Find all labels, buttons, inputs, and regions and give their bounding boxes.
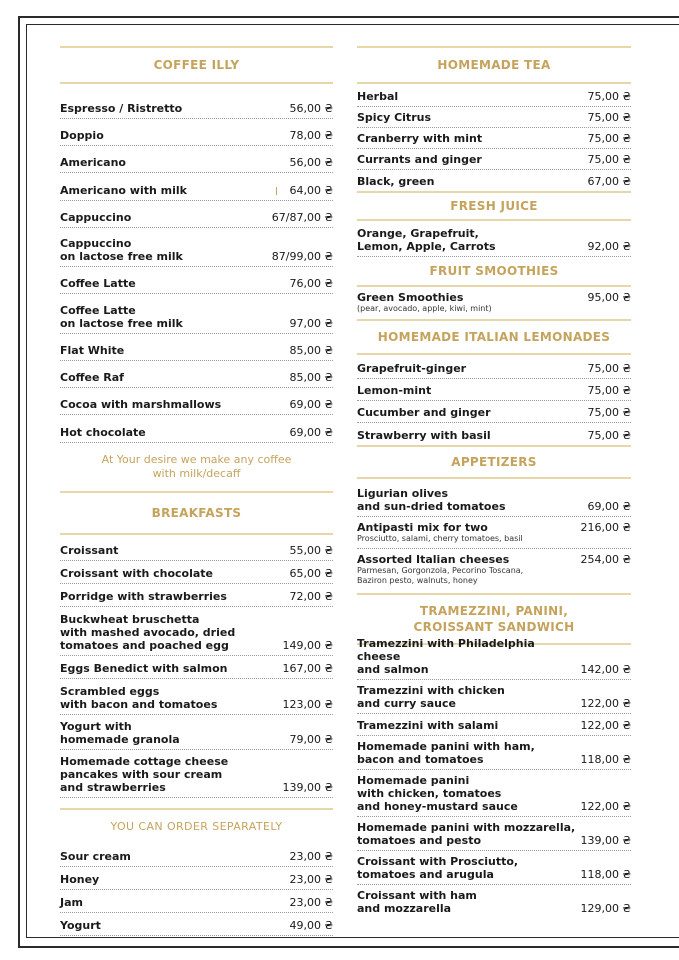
item-name: Lemon-mint: [357, 384, 432, 397]
item-price: 75,00 ₴: [587, 153, 631, 166]
sandwiches-menu-list: [357, 637, 631, 918]
item-name: Croissant with Prosciutto,: [357, 855, 519, 868]
item-name-line2: tomatoes and pesto: [357, 834, 482, 847]
coffee-note-line1: At Your desire we make any coffee: [101, 453, 292, 466]
menu-item: [60, 867, 333, 890]
item-name: Cappuccino: [60, 211, 132, 224]
item-price: 122,00 ₴: [580, 800, 631, 813]
coffee-menu-list: [60, 92, 333, 443]
item-price: 254,00 ₴: [580, 553, 631, 566]
item-name: Hot chocolate: [60, 426, 146, 439]
coffee-note-line2: with milk/decaff: [152, 467, 241, 480]
item-name: Green Smoothies: [357, 291, 464, 304]
item-price: 75,00 ₴: [587, 111, 631, 124]
item-name: Croissant: [60, 544, 119, 557]
item-name: Orange, Grapefruit,: [357, 227, 479, 240]
menu-item: [357, 517, 631, 549]
item-name: Honey: [60, 873, 100, 886]
item-name-line3: and strawberries: [60, 781, 166, 794]
item-name-line2: Lemon, Apple, Carrots: [357, 240, 496, 253]
item-price: 75,00 ₴: [587, 362, 631, 375]
item-price: 123,00 ₴: [282, 698, 333, 711]
menu-item: [60, 294, 333, 334]
item-name-line2: homemade granola: [60, 733, 180, 746]
item-name-line3: tomatoes and poached egg: [60, 639, 229, 652]
menu-item: [60, 92, 333, 119]
item-name: Coffee Latte: [60, 277, 136, 290]
menu-item: [357, 770, 631, 817]
smoothies-section-title: FRUIT SMOOTHIES: [357, 257, 631, 287]
menu-item: [357, 84, 631, 107]
menu-item: [60, 537, 333, 561]
menu-item: [60, 415, 333, 443]
menu-item: [357, 221, 631, 257]
menu-item: [60, 201, 333, 228]
menu-item: [357, 170, 631, 191]
item-name: Croissant with chocolate: [60, 567, 214, 580]
item-name: Croissant with ham: [357, 889, 477, 902]
appetizers-section-title: APPETIZERS: [357, 445, 631, 479]
item-price: 142,00 ₴: [580, 663, 631, 676]
menu-item: [357, 637, 631, 680]
menu-left-column: [60, 46, 333, 936]
separately-menu-list: [60, 844, 333, 936]
item-price: 149,00 ₴: [282, 639, 333, 652]
item-name: Coffee Raf: [60, 371, 124, 384]
item-price: 23,00 ₴: [289, 896, 333, 909]
item-price: 64,00 ₴: [289, 184, 333, 197]
item-price: 23,00 ₴: [289, 873, 333, 886]
menu-item: [60, 267, 333, 294]
item-price: 75,00 ₴: [587, 429, 631, 442]
item-name: Eggs Benedict with salmon: [60, 662, 228, 675]
separately-section-title: YOU CAN ORDER SEPARATELY: [60, 808, 333, 844]
item-price: 167,00 ₴: [282, 662, 333, 675]
item-price: 75,00 ₴: [587, 406, 631, 419]
item-price: 49,00 ₴: [289, 919, 333, 932]
menu-item: [60, 119, 333, 146]
item-price: 78,00 ₴: [289, 129, 333, 142]
item-name: Sour cream: [60, 850, 131, 863]
item-price: 118,00 ₴: [580, 868, 631, 881]
item-price: 67/87,00 ₴: [271, 211, 333, 224]
menu-item: [60, 750, 333, 798]
item-price: 75,00 ₴: [587, 384, 631, 397]
menu-item: [357, 107, 631, 128]
item-price: 97,00 ₴: [289, 317, 333, 330]
item-name: Homemade cottage cheese: [60, 755, 229, 768]
item-name: Buckwheat bruschetta: [60, 613, 200, 626]
item-name-line2: tomatoes and arugula: [357, 868, 494, 881]
item-price: 65,00 ₴: [289, 567, 333, 580]
menu-item: [60, 334, 333, 361]
item-name: Yogurt with: [60, 720, 132, 733]
item-name: Jam: [60, 896, 83, 909]
item-name: Coffee Latte: [60, 304, 136, 317]
item-name: Tramezzini with chicken: [357, 684, 505, 697]
item-name-line2: and sun-dried tomatoes: [357, 500, 506, 513]
menu-item: [60, 173, 333, 201]
item-price: 79,00 ₴: [289, 733, 333, 746]
item-price: 75,00 ₴: [587, 90, 631, 103]
menu-item: [357, 680, 631, 714]
item-description: (pear, avocado, apple, kiwi, mint): [357, 304, 492, 313]
tick-mark: [276, 187, 277, 195]
item-price: 67,00 ₴: [587, 175, 631, 188]
item-name: Americano: [60, 156, 126, 169]
item-price: 76,00 ₴: [289, 277, 333, 290]
item-name: Tramezzini with Philadelphia cheese: [357, 637, 535, 663]
item-price: 55,00 ₴: [289, 544, 333, 557]
menu-item: [357, 479, 631, 517]
menu-item: [60, 361, 333, 388]
item-name-line2: and mozzarella: [357, 902, 452, 915]
menu-item: [357, 885, 631, 918]
item-price: 75,00 ₴: [587, 132, 631, 145]
menu-item: [357, 379, 631, 401]
item-price: 139,00 ₴: [282, 781, 333, 794]
menu-item: [60, 913, 333, 936]
menu-item: [60, 561, 333, 584]
item-price: 95,00 ₴: [587, 291, 631, 304]
juice-section-title: FRESH JUICE: [357, 191, 631, 221]
sandwiches-title-line1: TRAMEZZINI, PANINI,: [419, 604, 569, 618]
item-name: Scrambled eggs: [60, 685, 160, 698]
item-name: Porridge with strawberries: [60, 590, 227, 603]
menu-item: [357, 149, 631, 170]
menu-item: [60, 607, 333, 656]
item-name: Yogurt: [60, 919, 101, 932]
coffee-note: [60, 453, 333, 481]
item-name-line2: and salmon: [357, 663, 429, 676]
appetizers-menu-list: [357, 479, 631, 593]
item-description-line2: Baziron pesto, walnuts, honey: [357, 576, 478, 585]
menu-item: [357, 714, 631, 736]
item-price: 87/99,00 ₴: [271, 250, 333, 263]
menu-item: [357, 736, 631, 770]
menu-item: [357, 851, 631, 885]
item-name: Spicy Citrus: [357, 111, 431, 124]
item-name: Tramezzini with salami: [357, 719, 499, 732]
menu-item: [60, 388, 333, 415]
item-name-line2: with bacon and tomatoes: [60, 698, 218, 711]
menu-item: [357, 401, 631, 423]
item-description: Prosciutto, salami, cherry tomatoes, basil: [357, 534, 523, 543]
menu-item: [60, 656, 333, 679]
menu-item: [357, 355, 631, 379]
menu-item: [60, 679, 333, 715]
tea-section-title: HOMEMADE TEA: [357, 46, 631, 84]
item-name: Espresso / Ristretto: [60, 102, 183, 115]
menu-right-column: [357, 46, 631, 918]
item-name: Herbal: [357, 90, 399, 103]
item-price: 85,00 ₴: [289, 371, 333, 384]
item-name-line2: pancakes with sour cream: [60, 768, 223, 781]
item-name: Strawberry with basil: [357, 429, 491, 442]
menu-item: [357, 287, 631, 319]
item-name: Homemade panini with mozzarella,: [357, 821, 576, 834]
menu-item: [60, 228, 333, 267]
item-name: Ligurian olives: [357, 487, 449, 500]
menu-item: [357, 128, 631, 149]
item-price: 139,00 ₴: [580, 834, 631, 847]
lemonades-section-title: HOMEMADE ITALIAN LEMONADES: [357, 319, 631, 355]
item-name: Homemade panini with ham,: [357, 740, 535, 753]
item-name-line2: on lactose free milk: [60, 250, 183, 263]
item-price: 216,00 ₴: [580, 521, 631, 534]
item-name: Currants and ginger: [357, 153, 482, 166]
item-name: Homemade panini: [357, 774, 470, 787]
item-price: 23,00 ₴: [289, 850, 333, 863]
menu-item: [60, 146, 333, 173]
item-price: 69,00 ₴: [587, 500, 631, 513]
item-name-line2: and curry sauce: [357, 697, 456, 710]
item-price: 69,00 ₴: [289, 398, 333, 411]
item-price: 85,00 ₴: [289, 344, 333, 357]
item-description: Parmesan, Gorgonzola, Pecorino Toscana,: [357, 566, 524, 575]
item-name: Antipasti mix for two: [357, 521, 488, 534]
menu-item: [357, 423, 631, 445]
item-price: 69,00 ₴: [289, 426, 333, 439]
item-price: 122,00 ₴: [580, 697, 631, 710]
item-name-line2: on lactose free milk: [60, 317, 183, 330]
item-price: 56,00 ₴: [289, 156, 333, 169]
item-name-line2: with chicken, tomatoes: [357, 787, 502, 800]
breakfasts-section-title: BREAKFASTS: [60, 491, 333, 535]
item-name: Black, green: [357, 175, 435, 188]
menu-item: [60, 890, 333, 913]
item-name: Cucumber and ginger: [357, 406, 491, 419]
item-name: Americano with milk: [60, 184, 187, 197]
item-name-line2: with mashed avocado, dried: [60, 626, 236, 639]
item-price: 56,00 ₴: [289, 102, 333, 115]
breakfasts-menu-list: [60, 537, 333, 798]
menu-item: [357, 817, 631, 851]
menu-item: [357, 549, 631, 593]
item-name: Cocoa with marshmallows: [60, 398, 222, 411]
item-name: Doppio: [60, 129, 104, 142]
item-name-line3: and honey-mustard sauce: [357, 800, 518, 813]
coffee-section-title: COFFEE ILLY: [60, 46, 333, 84]
item-price: 129,00 ₴: [580, 902, 631, 915]
item-price: 92,00 ₴: [587, 240, 631, 253]
item-name: Flat White: [60, 344, 125, 357]
item-price: 122,00 ₴: [580, 719, 631, 732]
sandwiches-title-line2: CROISSANT SANDWICH: [413, 620, 575, 634]
item-name: Assorted Italian cheeses: [357, 553, 510, 566]
menu-item: [60, 584, 333, 607]
item-name: Grapefruit-ginger: [357, 362, 467, 375]
menu-item: [60, 715, 333, 750]
lemonades-menu-list: [357, 355, 631, 445]
item-price: 72,00 ₴: [289, 590, 333, 603]
item-name-line2: bacon and tomatoes: [357, 753, 484, 766]
item-name: Cappuccino: [60, 237, 132, 250]
item-name: Cranberry with mint: [357, 132, 483, 145]
menu-item: [60, 844, 333, 867]
item-price: 118,00 ₴: [580, 753, 631, 766]
tea-menu-list: [357, 84, 631, 191]
